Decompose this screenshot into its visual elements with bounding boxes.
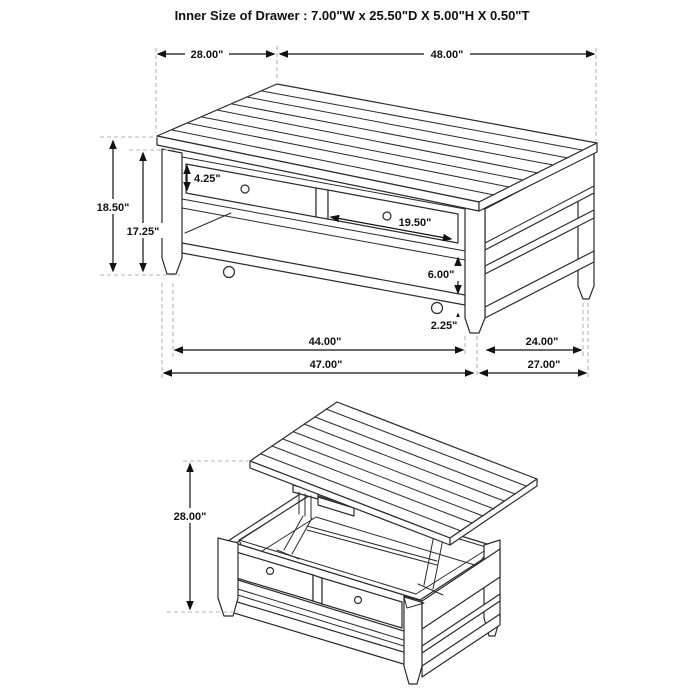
open-drawer1-knob	[267, 568, 274, 575]
diagram-title: Inner Size of Drawer : 7.00"W x 25.50"D X 5.00"H X 0.50"T	[174, 8, 530, 23]
dim-label-drawer-width: 19.50"	[398, 217, 432, 229]
front-right-leg	[465, 205, 485, 333]
dim-label-overall-width: 47.00"	[309, 359, 343, 371]
dim-label-foot-height: 2.25"	[430, 320, 458, 332]
dim-label-front-inner-width: 44.00"	[308, 336, 342, 348]
open-front-right-leg	[404, 596, 422, 684]
front-left-leg	[162, 149, 182, 274]
dim-label-lift-height: 28.00"	[173, 511, 207, 523]
drawer-divider-stile	[316, 188, 328, 219]
caster-wheel-right	[432, 303, 443, 314]
drawer-left-knob	[241, 185, 249, 193]
dim-label-overall-height: 18.50"	[96, 202, 130, 214]
shelf-diagonal-brace	[185, 213, 231, 233]
dim-label-top-depth: 28.00"	[190, 49, 224, 61]
open-drawer2-knob	[355, 597, 362, 604]
dim-label-base-height: 17.25"	[126, 226, 160, 238]
open-front-left-leg	[218, 538, 238, 616]
dim-label-shelf-opening: 6.00"	[427, 269, 455, 281]
dim-label-overall-depth: 27.00"	[527, 359, 561, 371]
open-drawer-stile	[313, 575, 322, 604]
dim-label-side-inner-depth: 24.00"	[525, 336, 559, 348]
lift-top-open-figure	[165, 402, 537, 684]
dim-label-drawer-height: 4.25"	[194, 173, 221, 185]
caster-wheel-left	[224, 267, 235, 278]
closed-table-figure	[88, 46, 597, 378]
dim-label-top-width: 48.00"	[430, 49, 464, 61]
drawer-right-knob	[383, 212, 391, 220]
